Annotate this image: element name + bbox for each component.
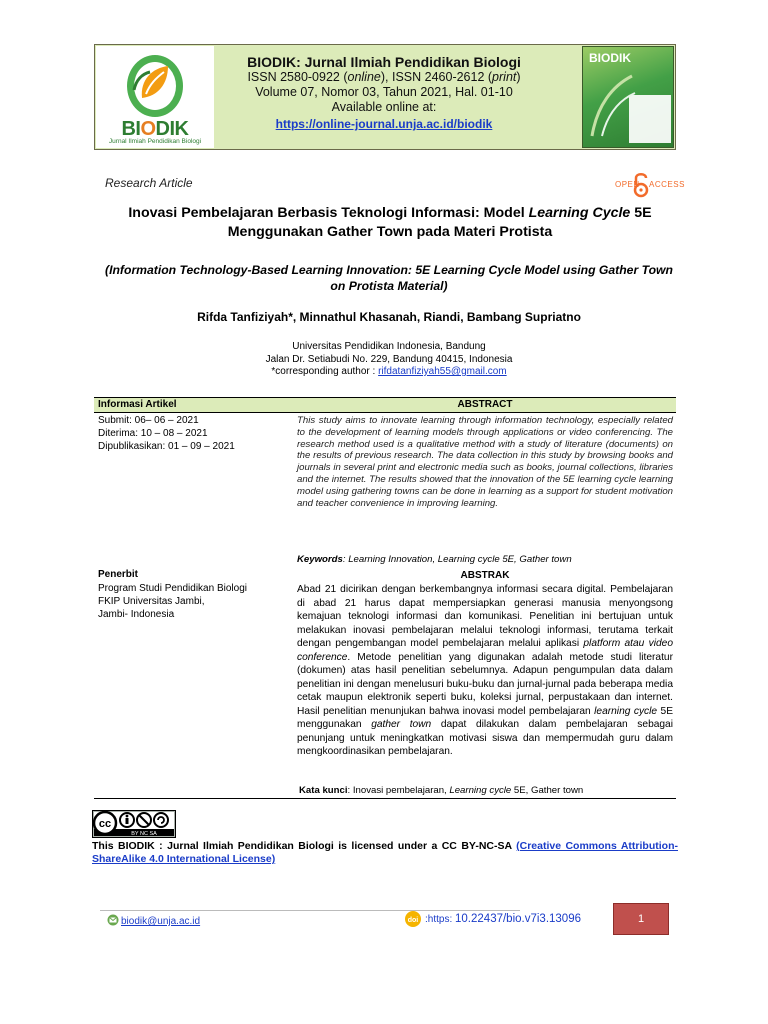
abstrak-heading: ABSTRAK	[460, 570, 510, 581]
affiliation	[100, 341, 678, 379]
open-access-badge	[615, 172, 685, 198]
svg-text:doi: doi	[407, 917, 419, 924]
svg-text:BY NC SA: BY NC SA	[131, 831, 157, 837]
cover-title: BIODIK	[589, 51, 631, 65]
article-type: Research Article	[105, 176, 193, 190]
affiliation-address: Jalan Dr. Setiabudi No. 229, Bandung 40415, Indonesia	[265, 353, 513, 365]
creative-commons-icon	[92, 810, 176, 838]
article-subtitle: (Information Technology-Based Learning Innovation: 5E Learning Cycle Model using Gather Town on Protista Material)	[105, 263, 673, 293]
svg-text:cc: cc	[98, 818, 112, 830]
published-date: Dipublikasikan: 01 – 09 – 2021	[98, 441, 235, 452]
affiliation-university: Universitas Pendidikan Indonesia, Bandung	[292, 341, 486, 352]
leaf-logo-icon	[124, 50, 186, 118]
journal-url-link[interactable]: https://online-journal.unja.ac.id/biodik	[275, 117, 493, 131]
submit-date: Submit: 06– 06 – 2021	[98, 415, 199, 426]
abstrak-text: Abad 21 dicirikan dengan berkembangnya informasi secara digital. Pembelajaran di abad 21 harus dapat mempersiapkan generasi manusia menyongsong kemajuan teknologi informasi dan komunikasi. Penelitian ini bertujuan untuk melakukan inovasi pembelajaran melalui teknologi informasi, terutama terkait dengan pengembangan model pembelajaran melalui aplikasi platform atau video conference. Metode penelitian yang digunakan adalah metode studi literatur (dokumen) atas hasil penelitian sebelumnya. Adapun pengumpulan data dalam penelitian ini dengan menelusuri buku-buku dan jurnal-jurnal pada beberapa media cetak maupun elektronik seperti buku, koleksi jurnal, perpustakaan dan internet. Hasil penelitian menunjukan bahwa inovasi model pembelajaran learning cycle 5E menggunakan gather town dapat dilakukan dalam pembelajaran sebagai penunjang untuk meningkatkan motivasi siswa dan mempermudah guru dalam mengkoordinasikan pembelajaran.	[297, 584, 673, 757]
article-info-table	[94, 397, 676, 799]
abstract-text: This study aims to innovate learning through information technology, especially related to the development of learning models through applications or video conferencing. The research method used is a qualitative method with a study of literature (documents) on the results of previous research. The data collection in this study by browsing books and journals in several print and electronic media such as books, journal collections, libraries and the internet. The results showed that the innovation of the 5E learning cycle learning model using gathering towns can be done in learning as a support for student motivation and teacher convenience in improving learning.	[297, 415, 673, 509]
page-number-box: 1	[613, 903, 669, 935]
journal-title: BIODIK: Jurnal Ilmiah Pendidikan Biologi	[247, 54, 521, 70]
publisher-label: Penerbit	[98, 569, 139, 580]
license-statement: This BIODIK : Jurnal Ilmiah Pendidikan Biologi is licensed under a CC BY-NC-SA (Creative Commons Attribution-ShareAlike 4.0 International License)	[92, 840, 678, 865]
corresponding-email-link[interactable]: rifdatanfiziyah55@gmail.com	[378, 366, 507, 377]
corresponding-author: *corresponding author : rifdatanfiziyah55@gmail.com	[271, 366, 507, 377]
issn-line: ISSN 2580-0922 (online), ISSN 2460-2612 (print)	[247, 70, 521, 84]
biodik-logo	[96, 46, 214, 148]
footer-email-link[interactable]: biodik@unja.ac.id	[121, 916, 201, 927]
cc-by-nc-sa-badge[interactable]	[92, 810, 176, 838]
license-link[interactable]: (Creative Commons Attribution-ShareAlike 4.0 International License)	[92, 840, 678, 865]
abstract-header: ABSTRACT	[457, 399, 513, 410]
authors: Rifda Tanfiziyah*, Minnathul Khasanah, Riandi, Bambang Supriatno	[197, 310, 581, 324]
journal-cover-thumbnail	[582, 46, 674, 148]
open-access-word-access: ACCESS	[649, 180, 685, 189]
publisher-line-1: Program Studi Pendidikan Biologi	[98, 583, 247, 594]
email-icon	[107, 914, 119, 926]
doi-icon	[404, 910, 426, 928]
header-text-block	[214, 54, 554, 133]
cover-decoration-icon	[587, 71, 637, 141]
publisher-line-2: FKIP Universitas Jambi,	[98, 596, 205, 607]
doi-line[interactable]: :https: 10.22437/bio.v7i3.13096	[425, 913, 581, 925]
volume-line: Volume 07, Nomor 03, Tahun 2021, Hal. 01-10	[255, 85, 513, 99]
table-header	[94, 398, 676, 413]
footer-divider	[100, 910, 520, 911]
accepted-date: Diterima: 10 – 08 – 2021	[98, 428, 208, 439]
logo-wordmark: BIODIK	[121, 118, 189, 140]
article-title: Inovasi Pembelajaran Berbasis Teknologi Informasi: Model Learning Cycle 5E Menggunakan Gather Town pada Materi Protista	[128, 205, 652, 240]
publisher-line-3: Jambi- Indonesia	[98, 609, 175, 620]
open-access-word-open: OPEN	[615, 180, 640, 189]
info-header: Informasi Artikel	[98, 399, 177, 410]
logo-subtitle: Jurnal Ilmiah Pendidikan Biologi	[108, 138, 202, 145]
keywords: Keywords: Learning Innovation, Learning cycle 5E, Gather town	[297, 554, 572, 565]
available-online: Available online at:	[331, 100, 437, 114]
kata-kunci: Kata kunci: Inovasi pembelajaran, Learning cycle 5E, Gather town	[299, 785, 584, 796]
